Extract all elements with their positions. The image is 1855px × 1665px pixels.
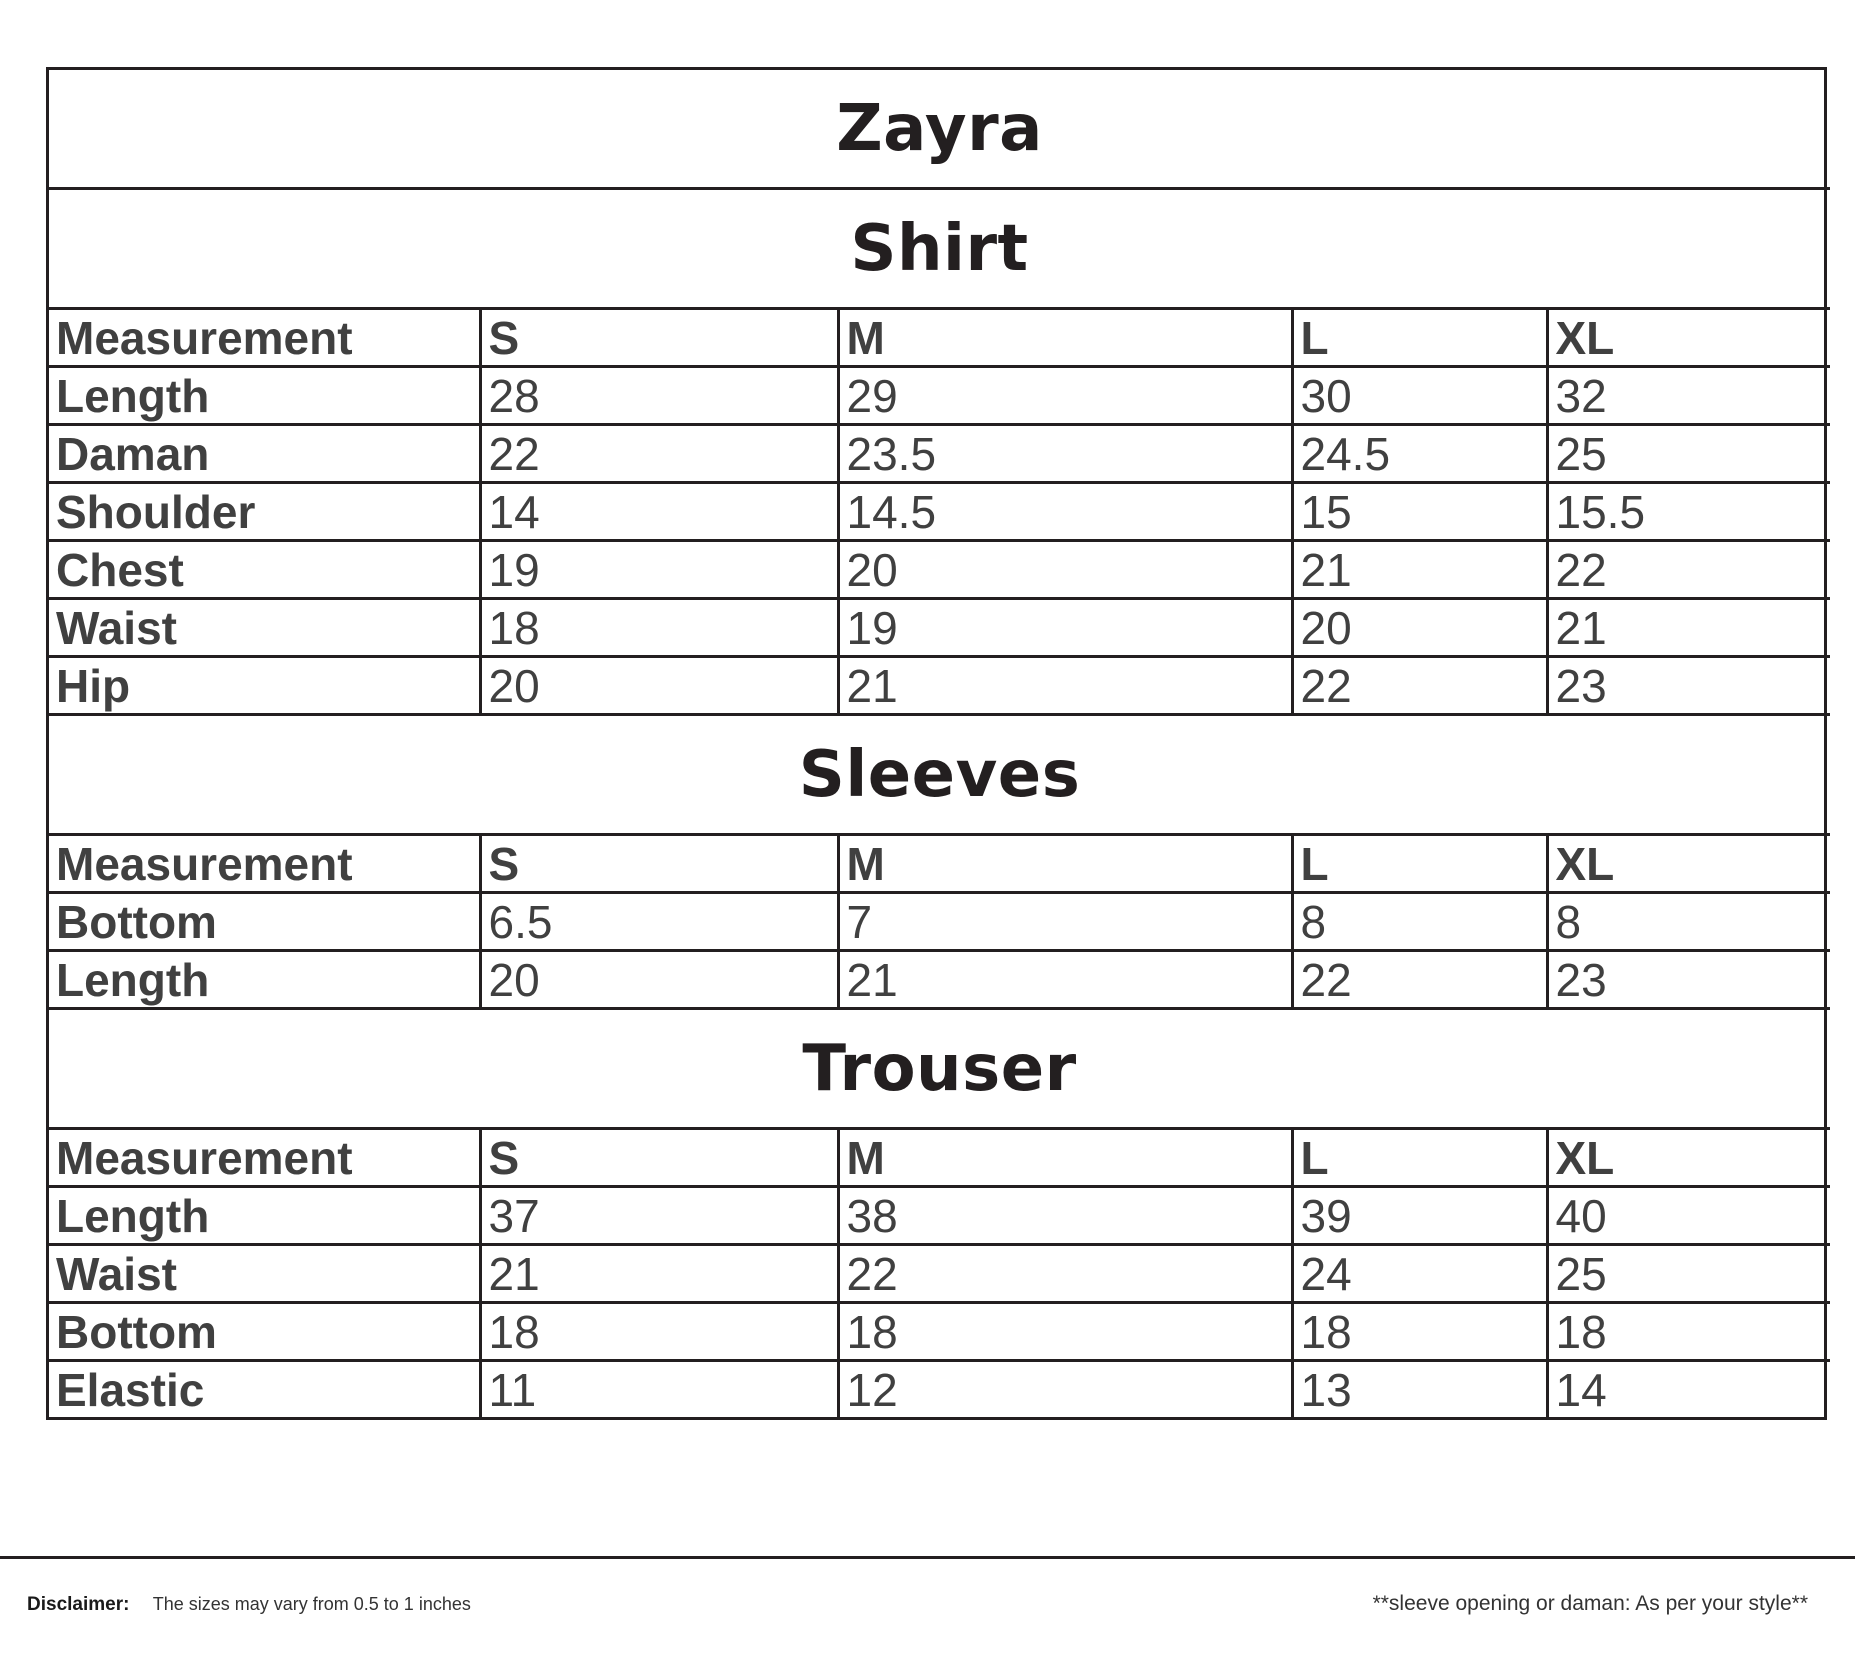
size-chart bbox=[46, 67, 1827, 1420]
measurement-value: 21 bbox=[1292, 541, 1547, 599]
measurement-value: 15 bbox=[1292, 483, 1547, 541]
measurement-label: Waist bbox=[49, 1245, 480, 1303]
brand-row bbox=[49, 70, 1830, 189]
measurement-label: Bottom bbox=[49, 1303, 480, 1361]
table-row bbox=[49, 1361, 1830, 1418]
measurement-value: 29 bbox=[838, 367, 1292, 425]
table-row bbox=[49, 541, 1830, 599]
measurement-value: 37 bbox=[480, 1187, 838, 1245]
measurement-value: 14 bbox=[480, 483, 838, 541]
size-header: XL bbox=[1547, 1129, 1830, 1187]
size-header: L bbox=[1292, 1129, 1547, 1187]
measurement-value: 22 bbox=[1292, 951, 1547, 1009]
measurement-value: 19 bbox=[838, 599, 1292, 657]
measurement-header: Measurement bbox=[49, 309, 480, 367]
measurement-value: 22 bbox=[838, 1245, 1292, 1303]
measurement-value: 20 bbox=[1292, 599, 1547, 657]
measurement-label: Bottom bbox=[49, 893, 480, 951]
section-title-row bbox=[49, 715, 1830, 835]
table-row bbox=[49, 425, 1830, 483]
size-header: S bbox=[480, 835, 838, 893]
measurement-label: Shoulder bbox=[49, 483, 480, 541]
disclaimer bbox=[27, 1594, 471, 1616]
disclaimer-label: Disclaimer: bbox=[27, 1594, 130, 1615]
measurement-value: 7 bbox=[838, 893, 1292, 951]
measurement-value: 18 bbox=[1547, 1303, 1830, 1361]
measurement-label: Elastic bbox=[49, 1361, 480, 1418]
section-title: Sleeves bbox=[49, 715, 1830, 835]
measurement-value: 24.5 bbox=[1292, 425, 1547, 483]
measurement-value: 22 bbox=[480, 425, 838, 483]
measurement-value: 20 bbox=[838, 541, 1292, 599]
size-chart-table bbox=[49, 70, 1830, 1417]
measurement-value: 25 bbox=[1547, 1245, 1830, 1303]
measurement-value: 38 bbox=[838, 1187, 1292, 1245]
column-header-row bbox=[49, 309, 1830, 367]
table-row bbox=[49, 1245, 1830, 1303]
measurement-value: 22 bbox=[1292, 657, 1547, 715]
measurement-value: 24 bbox=[1292, 1245, 1547, 1303]
measurement-value: 11 bbox=[480, 1361, 838, 1418]
measurement-value: 8 bbox=[1292, 893, 1547, 951]
measurement-value: 21 bbox=[480, 1245, 838, 1303]
style-note: **sleeve opening or daman: As per your style** bbox=[1372, 1592, 1808, 1615]
measurement-value: 23 bbox=[1547, 657, 1830, 715]
table-row bbox=[49, 951, 1830, 1009]
table-row bbox=[49, 1187, 1830, 1245]
measurement-value: 40 bbox=[1547, 1187, 1830, 1245]
table-row bbox=[49, 893, 1830, 951]
measurement-value: 20 bbox=[480, 657, 838, 715]
measurement-value: 15.5 bbox=[1547, 483, 1830, 541]
measurement-value: 19 bbox=[480, 541, 838, 599]
size-header: L bbox=[1292, 309, 1547, 367]
measurement-label: Hip bbox=[49, 657, 480, 715]
measurement-header: Measurement bbox=[49, 1129, 480, 1187]
table-row bbox=[49, 657, 1830, 715]
table-row bbox=[49, 599, 1830, 657]
section-title: Shirt bbox=[49, 189, 1830, 309]
footer-divider bbox=[0, 1556, 1855, 1559]
measurement-value: 21 bbox=[838, 951, 1292, 1009]
table-row bbox=[49, 1303, 1830, 1361]
measurement-label: Length bbox=[49, 1187, 480, 1245]
measurement-value: 8 bbox=[1547, 893, 1830, 951]
measurement-value: 18 bbox=[1292, 1303, 1547, 1361]
measurement-label: Waist bbox=[49, 599, 480, 657]
measurement-value: 28 bbox=[480, 367, 838, 425]
measurement-label: Length bbox=[49, 367, 480, 425]
measurement-value: 14 bbox=[1547, 1361, 1830, 1418]
section-title-row bbox=[49, 1009, 1830, 1129]
size-header: XL bbox=[1547, 835, 1830, 893]
size-header: M bbox=[838, 309, 1292, 367]
size-header: XL bbox=[1547, 309, 1830, 367]
disclaimer-text: The sizes may vary from 0.5 to 1 inches bbox=[152, 1594, 471, 1614]
measurement-value: 21 bbox=[1547, 599, 1830, 657]
measurement-value: 18 bbox=[480, 599, 838, 657]
measurement-value: 39 bbox=[1292, 1187, 1547, 1245]
measurement-value: 12 bbox=[838, 1361, 1292, 1418]
table-row bbox=[49, 483, 1830, 541]
measurement-value: 20 bbox=[480, 951, 838, 1009]
measurement-value: 14.5 bbox=[838, 483, 1292, 541]
measurement-value: 22 bbox=[1547, 541, 1830, 599]
table-row bbox=[49, 367, 1830, 425]
size-header: M bbox=[838, 1129, 1292, 1187]
measurement-header: Measurement bbox=[49, 835, 480, 893]
section-title: Trouser bbox=[49, 1009, 1830, 1129]
size-header: S bbox=[480, 309, 838, 367]
column-header-row bbox=[49, 1129, 1830, 1187]
size-header: S bbox=[480, 1129, 838, 1187]
measurement-value: 23 bbox=[1547, 951, 1830, 1009]
measurement-value: 18 bbox=[838, 1303, 1292, 1361]
measurement-value: 30 bbox=[1292, 367, 1547, 425]
measurement-value: 23.5 bbox=[838, 425, 1292, 483]
measurement-value: 6.5 bbox=[480, 893, 838, 951]
measurement-label: Length bbox=[49, 951, 480, 1009]
measurement-value: 25 bbox=[1547, 425, 1830, 483]
measurement-value: 32 bbox=[1547, 367, 1830, 425]
column-header-row bbox=[49, 835, 1830, 893]
measurement-label: Chest bbox=[49, 541, 480, 599]
size-header: M bbox=[838, 835, 1292, 893]
section-title-row bbox=[49, 189, 1830, 309]
measurement-value: 18 bbox=[480, 1303, 838, 1361]
brand-title: Zayra bbox=[49, 70, 1830, 189]
measurement-label: Daman bbox=[49, 425, 480, 483]
size-header: L bbox=[1292, 835, 1547, 893]
measurement-value: 21 bbox=[838, 657, 1292, 715]
measurement-value: 13 bbox=[1292, 1361, 1547, 1418]
